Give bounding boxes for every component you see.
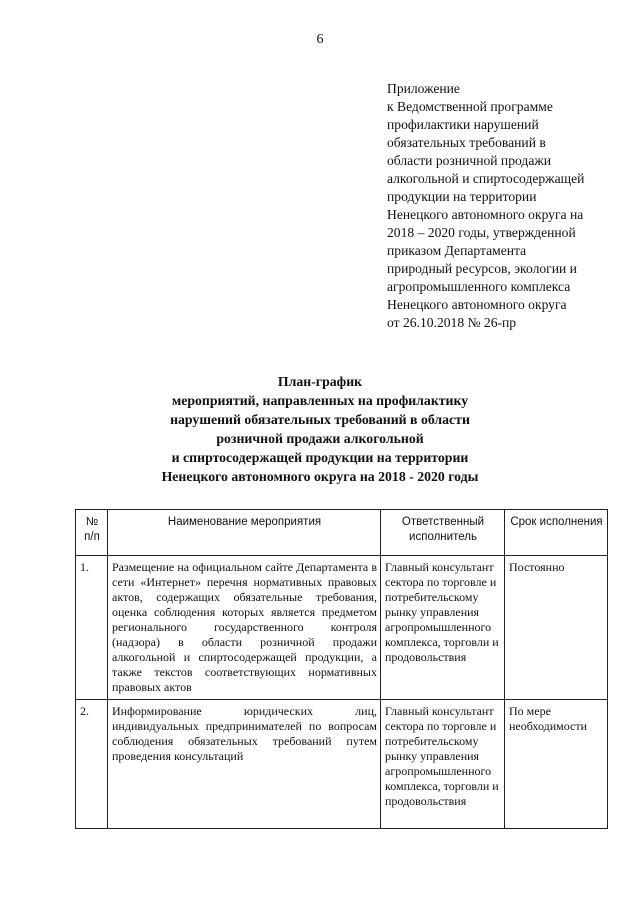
appendix-line: профилактики нарушений [387,117,539,132]
cell-num: 1. [76,556,108,700]
header-name: Наименование мероприятия [108,510,381,556]
cell-num: 2. [76,700,108,829]
plan-title [0,372,640,486]
appendix-line: приказом Департамента [387,243,527,258]
appendix-line: области розничной продажи [387,153,552,168]
appendix-line: к Ведомственной программе [387,99,553,114]
appendix-line: Приложение [387,81,460,96]
table-row [76,700,608,829]
appendix-line: обязательных требований в [387,135,546,150]
appendix-line: алкогольной и спиртосодержащей [387,171,585,186]
header-term: Срок исполнения [505,510,608,556]
page-number: 6 [316,32,324,47]
cell-term: Постоянно [505,556,608,700]
header-num: № п/п [76,510,108,556]
cell-responsible: Главный консультант сектора по торговле и потребительскому рынку управления агропромышленного комплекса, торговли и продовольствия [381,700,505,829]
appendix-line: Ненецкого автономного округа на [387,207,584,222]
appendix-line: продукции на территории [387,189,537,204]
header-responsible: Ответственный исполнитель [381,510,505,556]
table-header-row [76,510,608,556]
appendix-line: Ненецкого автономного округа [387,297,567,312]
cell-responsible: Главный консультант сектора по торговле и потребительскому рынку управления агропромышленного комплекса, торговли и продовольствия [381,556,505,700]
cell-name: Информирование юридических лиц, индивидуальных предпринимателей по вопросам соблюдения обязательных требований путем проведения консультаций [108,700,381,829]
cell-name: Размещение на официальном сайте Департамента в сети «Интернет» перечня нормативных правовых актов, содержащих обязательные требования, оценка соблюдения которых является предметом регионального государственного контроля (надзора) в области розничной продажи алкогольной и спиртосодержащей продукции, а также текстов соответствующих нормативных правовых актов [108,556,381,700]
table-row [76,556,608,700]
plan-title-line: и спиртосодержащей продукции на территории [171,450,469,465]
plan-title-line: План-график [277,374,363,389]
plan-title-line: нарушений обязательных требований в области [170,412,470,427]
appendix-line: агропромышленного комплекса [387,279,571,294]
appendix-block [387,80,627,332]
plan-title-line: мероприятий, направленных на профилактику [171,393,469,408]
plan-title-line: розничной продажи алкогольной [216,431,424,446]
measures-table [75,509,608,829]
appendix-line: природный ресурсов, экологии и [387,261,577,276]
cell-term: По мере необходимости [505,700,608,829]
appendix-line: 2018 – 2020 годы, утвержденной [387,225,576,240]
appendix-line: от 26.10.2018 № 26-пр [387,315,517,330]
plan-title-line: Ненецкого автономного округа на 2018 - 2020 годы [161,469,479,484]
